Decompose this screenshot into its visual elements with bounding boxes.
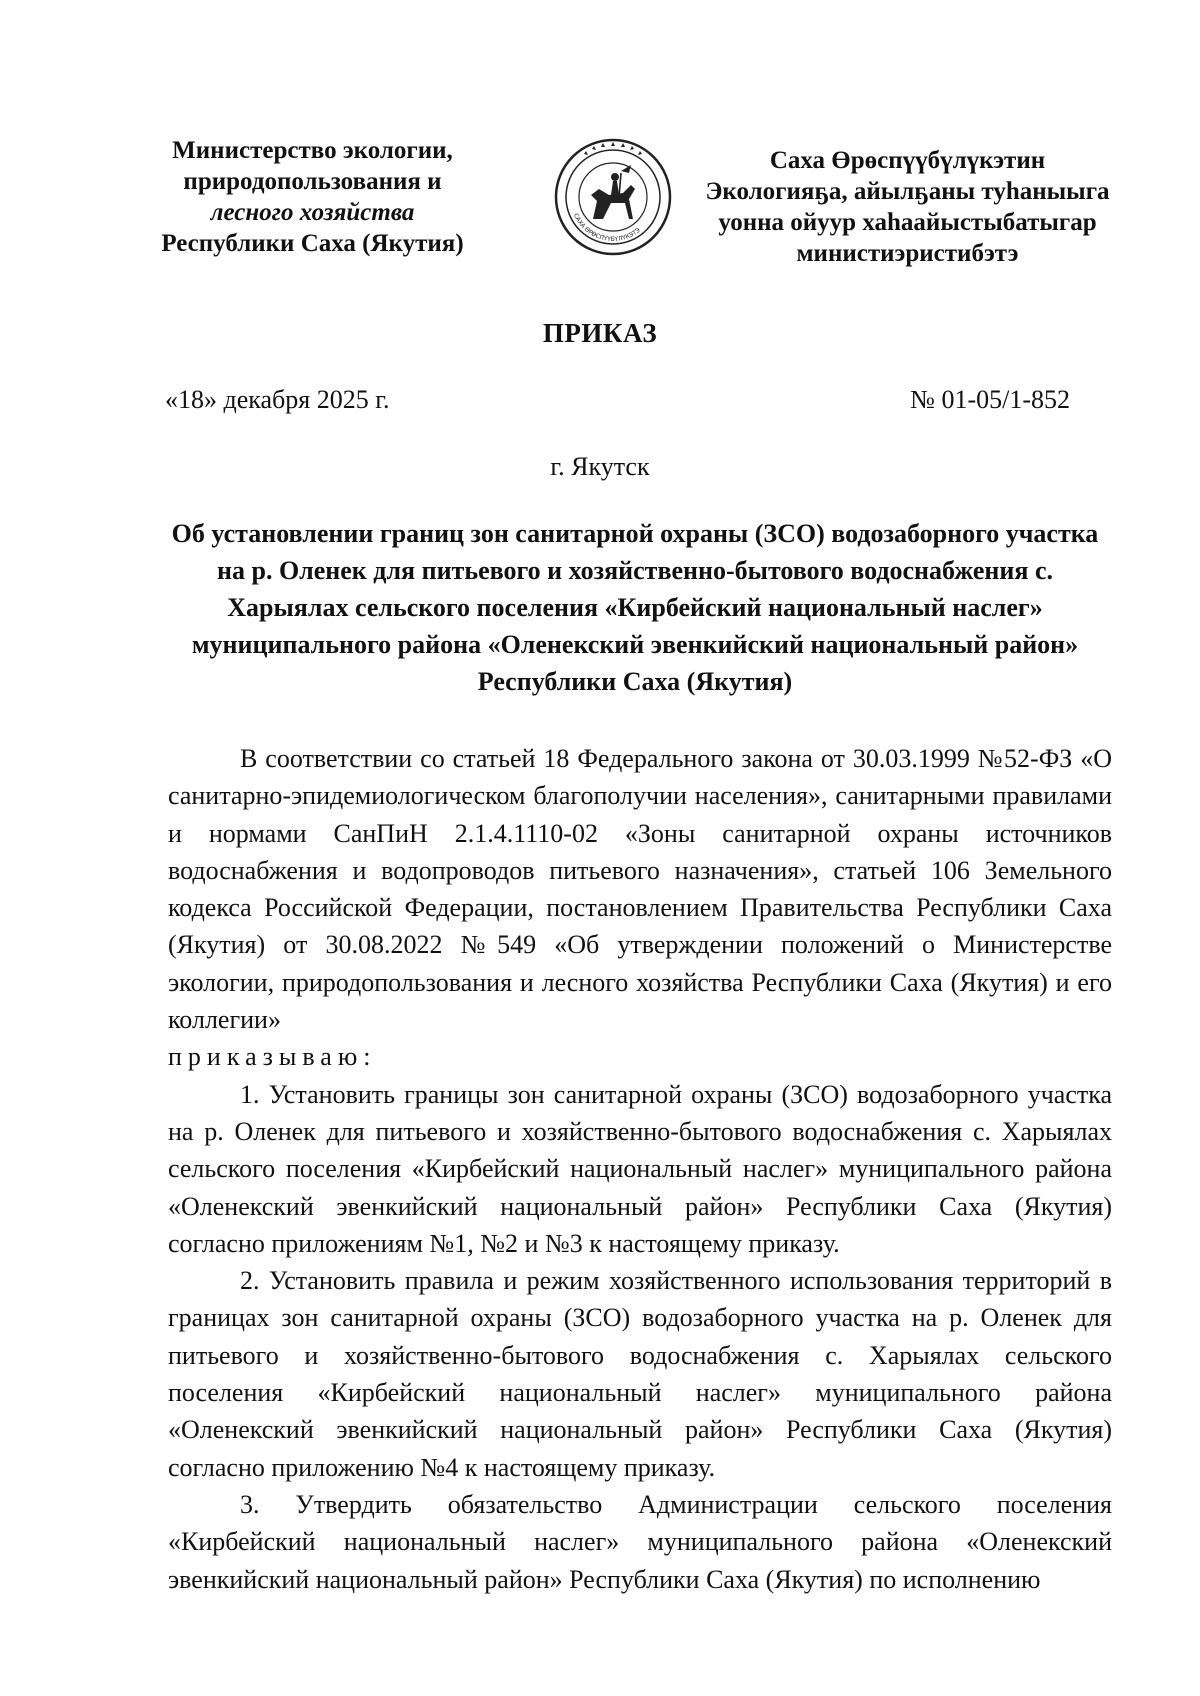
order-item-3: 3. Утвердить обязательство Администрации сельского поселения «Кирбейский национальный наслег» муниципального района «Оленекский эвенкийский национальный район» Республики Саха (Якутия) по исполнению bbox=[168, 1489, 1112, 1594]
ministry-yakut-line-2: Экологияҕа, айылҕаны туһаныыга bbox=[705, 178, 1110, 205]
document-title: ПРИКАЗ bbox=[542, 318, 658, 348]
preamble-paragraph: В соответствии со статьей 18 Федерального закона от 30.03.1999 №52-ФЗ «О санитарно-эпидемиологическом благополучии населения», санитарными правилами и нормами СанПиН 2.1.4.1110-02 «Зоны санитарной охраны источников водоснабжения и водопроводов питьевого назначения», статьей 106 Земельного кодекса Российской Федерации, постановлением Правительства Республики Саха (Якутия) от 30.08.2022 №549 «Об утверждении положений о Министерстве экологии, природопользования и лесного хозяйства Республики Саха (Якутия) и его коллегии» bbox=[168, 744, 1112, 1035]
ministry-name-russian bbox=[150, 135, 475, 259]
order-item-2: 2. Установить правила и режим хозяйственного использования территорий в границах зон санитарной охраны (ЗСО) водозаборного участка на р. Оленек для питьевого и хозяйственно-бытового водоснабжения с. Харыялах сельского поселения «Кирбейский национальный наслег» муниципального района «Оленекский эвенкийский национальный район» Республики Саха (Якутия) согласно приложению №4 к настоящему приказу. bbox=[168, 1266, 1112, 1482]
document-date: «18» декабря 2025 г. bbox=[165, 385, 390, 414]
ministry-yakut-line-3: уонна ойуур хаһаайыстыбатыгар bbox=[718, 209, 1097, 236]
ministry-yakut-line-4: министиэристибэтэ bbox=[796, 240, 1019, 267]
ministry-yakut-line-1: Саха Өрөспүүбүлүкэтин bbox=[769, 147, 1046, 174]
ministry-line-1: Министерство экологии, bbox=[172, 137, 453, 164]
republic-emblem-icon bbox=[553, 137, 673, 257]
ministry-line-2: природопользования и bbox=[183, 168, 442, 195]
order-word: приказываю: bbox=[168, 1042, 377, 1072]
document-body bbox=[168, 740, 1112, 1598]
document-city: г. Якутск bbox=[550, 452, 650, 481]
document-number: № 01-05/1-852 bbox=[910, 385, 1070, 414]
order-item-1: 1. Установить границы зон санитарной охраны (ЗСО) водозаборного участка на р. Оленек для питьевого и хозяйственно-бытового водоснабжения с. Харыялах сельского поселения «Кирбейский национальный наслег» муниципального района «Оленекский эвенкийский национальный район» Республики Саха (Якутия) согласно приложениям №1, №2 и №3 к настоящему приказу. bbox=[168, 1079, 1112, 1258]
ministry-line-3: лесного хозяйства bbox=[210, 199, 415, 226]
ministry-name-yakut bbox=[700, 145, 1115, 269]
document-subject: Об установлении границ зон санитарной охраны (ЗСО) водозаборного участка на р. Оленек для питьевого и хозяйственно-бытового водоснабжения с. Харыялах сельского поселения «Кирбейский национальный наслег» муниципального района «Оленекский эвенкийский национальный район» Республики Саха (Якутия) bbox=[171, 519, 1099, 696]
emblem-text-bottom: САХА ӨРӨСПҮҮБҮЛҮКЭТЭ bbox=[572, 212, 642, 244]
ministry-line-4: Республики Саха (Якутия) bbox=[161, 230, 464, 257]
